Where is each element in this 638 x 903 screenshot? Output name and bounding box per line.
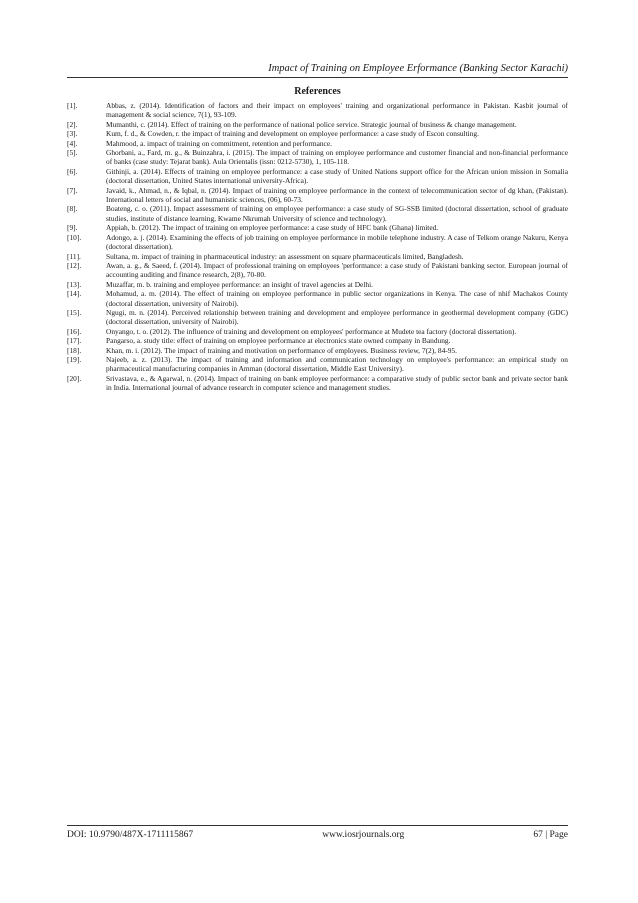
reference-number: [8]. [67, 204, 78, 214]
reference-item-15 [67, 308, 568, 327]
reference-number: [9]. [67, 223, 78, 233]
reference-number: [15]. [67, 307, 82, 317]
references-heading: References [294, 86, 341, 97]
reference-text: Kum, f. d., & Cowden, r. the impact of training and development on employee performance: a case study of Escon consulting. [106, 129, 479, 139]
reference-number: [6]. [67, 166, 78, 176]
reference-text: Najeeb, a. z. (2013). The impact of training and information and communication technology on employee's performance: an empirical study on pharmaceutical manufacturing companies in Amman (doctoral dissertation, Middle East University). [106, 354, 568, 374]
reference-number: [3]. [67, 129, 78, 139]
reference-item-8 [67, 204, 568, 223]
reference-item-9 [67, 223, 568, 232]
reference-item-3 [67, 129, 568, 138]
reference-number: [17]. [67, 336, 82, 346]
reference-number: [4]. [67, 138, 78, 148]
reference-number: [19]. [67, 354, 82, 364]
reference-number: [2]. [67, 119, 78, 129]
reference-number: [5]. [67, 148, 78, 158]
reference-list [67, 101, 568, 393]
reference-item-16 [67, 327, 568, 336]
reference-number: [1]. [67, 101, 78, 110]
page-number: 67 | Page [533, 830, 568, 840]
reference-text: Abbas, z. (2014). Identification of factors and their impact on employees' training and organizational performance in Pakistan. Kasbit journal of management & social science, 7(1), 93-109. [106, 101, 568, 120]
reference-item-7 [67, 186, 568, 205]
reference-text: Sultana, m. impact of training in pharmaceutical industry: an assessment on square pharmaceuticals limited, Bangladesh. [106, 251, 464, 261]
reference-item-18 [67, 346, 568, 355]
reference-item-10 [67, 233, 568, 252]
reference-text: Appiah, b. (2012). The impact of training on employee performance: a case study of HFC bank (Ghana) limited. [106, 223, 439, 233]
reference-number: [18]. [67, 345, 82, 355]
reference-text: Boateng, c. o. (2011). Impact assessment of training on employee performance: a case study of SG-SSB limited (doctoral dissertation, school of graduate studies, institute of distance learning, Kwame Nkrumah University of science and technology). [106, 204, 568, 223]
reference-number: [13]. [67, 279, 82, 289]
running-header [67, 62, 568, 78]
reference-text: Srivastava, e., & Agarwal, n. (2014). Impact of training on bank employee performance: a comparative study of public sector bank and private sector bank in India. International journal of advance research in computer science and management studies. [106, 373, 568, 393]
reference-item-14 [67, 289, 568, 308]
reference-text: Ngugi, m. n. (2014). Perceived relationship between training and development and employee performance in geothermal development company (GDC) (doctoral dissertation, university of Nairobi). [106, 307, 568, 327]
reference-number: [14]. [67, 289, 82, 299]
reference-number: [10]. [67, 232, 82, 242]
reference-number: [20]. [67, 373, 82, 383]
reference-text: Pangarso, a. study title: effect of training on employee performance at electronics state owned company in Bandung. [106, 336, 451, 346]
reference-text: Javaid, k., Ahmad, n., & Iqbal, n. (2014). Impact of training on employee performance in the context of telecommunication sector of dg khan, (Pakistan). International letters of social and humanistic sciences, (06), 60-73. [106, 185, 568, 205]
journal-website: www.iosrjournals.org [322, 830, 405, 840]
reference-text: Mohamud, a. m. (2014). The effect of training on employee performance in public sector organizations in Kenya. The case of nhif Machakos County (doctoral dissertation, university of Nairobi). [106, 289, 568, 308]
reference-item-13 [67, 280, 568, 289]
reference-text: Muzaffar, m. b. training and employee performance: an insight of travel agencies at Delhi. [106, 279, 373, 289]
reference-number: [16]. [67, 326, 82, 336]
reference-item-6 [67, 167, 568, 186]
reference-number: [11]. [67, 251, 81, 261]
reference-text: Khan, m. i. (2012). The impact of training and motivation on performance of employees. Business review, 7(2), 84-95. [106, 345, 457, 355]
reference-text: Ghorbani, a., Fard, m. g., & Buinzahra, i. (2015). The impact of training on employee performance and customer financial and non-financial performance of banks (case study: Tejarat bank). Aula Orientalis (issn: 0212-5730), 1, 105-118. [106, 148, 568, 167]
reference-item-2 [67, 120, 568, 129]
reference-text: Onyango, t. o. (2012). The influence of training and development on employees' performance at Mudete tea factory (doctoral dissertation). [106, 326, 517, 336]
reference-item-20 [67, 374, 568, 393]
reference-text: Mumanthi, c. (2014). Effect of training on the performance of national police service. Strategic journal of business & change management. [106, 119, 517, 129]
reference-number: [12]. [67, 260, 82, 270]
running-title: Impact of Training on Employee Erformance (Banking Sector Karachi) [268, 63, 568, 74]
doi-label: DOI: 10.9790/487X-1711115867 [67, 830, 194, 840]
reference-item-12 [67, 261, 568, 280]
page-footer [67, 825, 568, 840]
reference-text: Adongo, a. j. (2014). Examining the effects of job training on employee performance in mobile telephone industry. A case of Telkom orange Nakuru, Kenya (doctoral dissertation). [106, 232, 568, 252]
reference-item-1 [67, 101, 568, 120]
reference-text: Mahmood, a. impact of training on commitment, retention and performance. [106, 138, 332, 148]
reference-item-17 [67, 336, 568, 345]
reference-item-5 [67, 148, 568, 167]
reference-text: Githinji, a. (2014). Effects of training on employee performance: a case study of United Nations support office for the African union mission in Somalia (doctoral dissertation, United States international university-Africa). [106, 166, 568, 186]
reference-item-19 [67, 355, 568, 374]
reference-item-4 [67, 139, 568, 148]
reference-item-11 [67, 252, 568, 261]
reference-text: Awan, a. g., & Saeed, f. (2014). Impact of professional training on employees 'performance: a case study of Pakistani banking sector. European journal of accounting auditing and finance research, 2(8), 70-80. [106, 260, 568, 280]
reference-number: [7]. [67, 185, 78, 195]
